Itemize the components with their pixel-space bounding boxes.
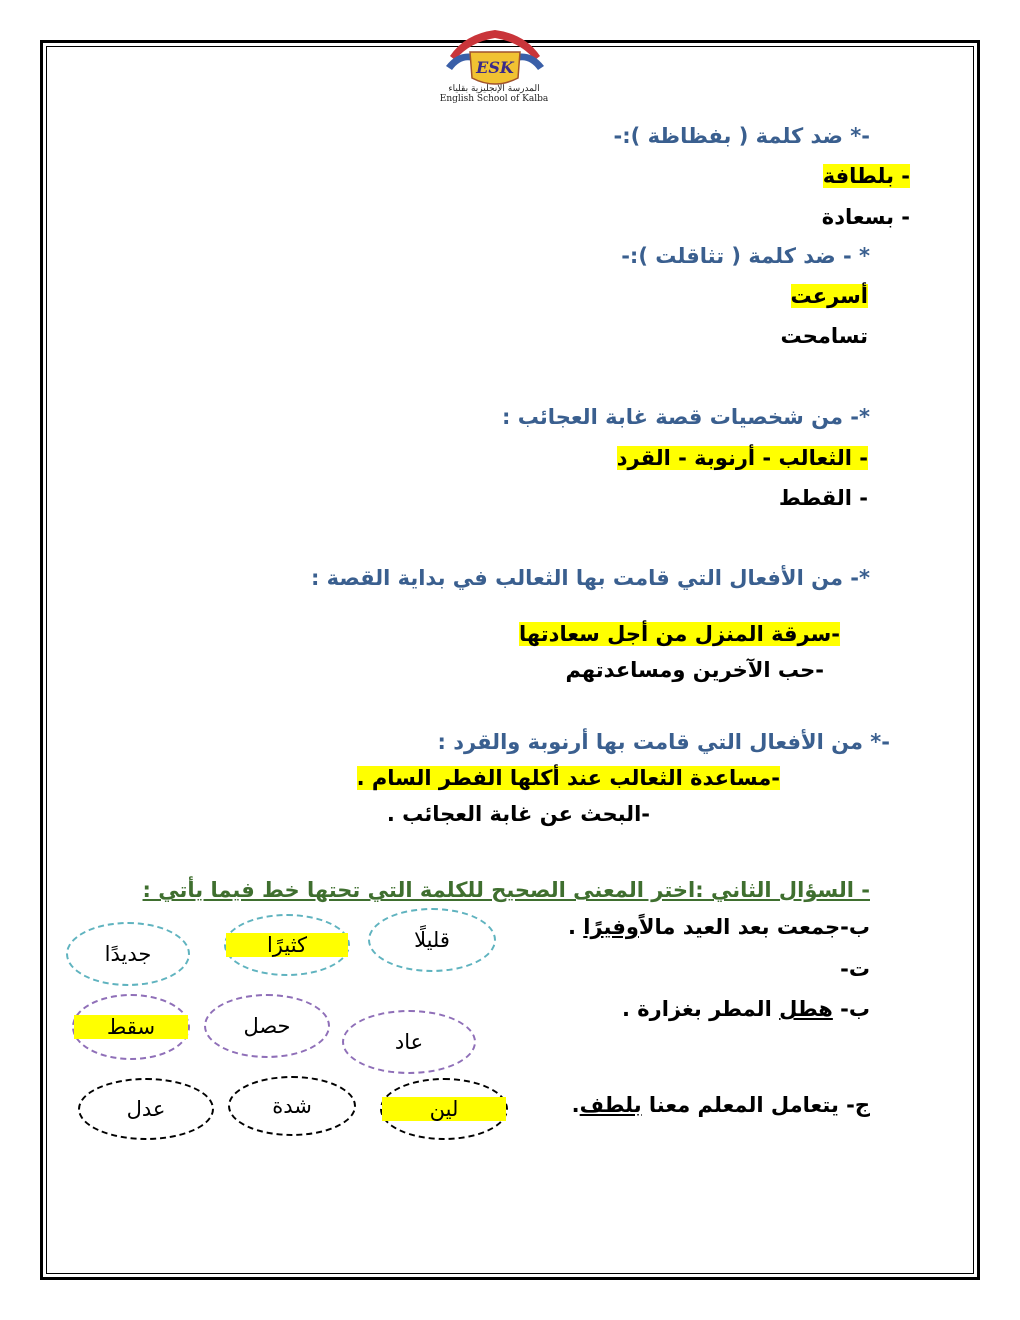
school-name-english: English School of Kalba xyxy=(439,94,549,104)
option-row1-3[interactable]: جديدًا xyxy=(66,922,190,986)
q2-answer-other: تسامحت xyxy=(780,324,868,348)
s2-question-1: ب-جمعت بعد العيد مالاًوفيرًا . xyxy=(567,915,870,939)
question-3: *- من شخصيات قصة غابة العجائب : xyxy=(501,405,870,429)
option-row1-2[interactable]: كثيرًا xyxy=(224,914,350,976)
question-1: -* ضد كلمة ( بفظاظة ):- xyxy=(613,124,870,148)
q4-answer-correct: -سرقة المنزل من أجل سعادتها xyxy=(519,622,840,646)
q5-answer-other: -البحث عن غابة العجائب . xyxy=(386,802,650,826)
option-row2-1[interactable]: عاد xyxy=(342,1010,476,1074)
q1-answer-correct: - بلطافة xyxy=(822,164,910,188)
option-row2-3[interactable]: سقط xyxy=(72,994,190,1060)
option-row3-1[interactable]: لين xyxy=(380,1078,508,1140)
q2-answer-correct: أسرعت xyxy=(790,284,868,308)
question-5: -* من الأفعال التي قامت بها أرنوبة والقرد : xyxy=(437,730,890,754)
option-row3-2[interactable]: شدة xyxy=(228,1076,356,1136)
q1-answer-other: - بسعادة xyxy=(821,205,910,229)
s2-q2-target-word: هطل xyxy=(779,997,833,1021)
s2-question-empty: ت- xyxy=(840,957,870,981)
svg-text:ESK: ESK xyxy=(476,58,514,77)
school-name-arabic: المدرسة الإنجليزية بقلياء xyxy=(448,84,540,94)
s2-question-3: ج- يتعامل المعلم معنا بلطف. xyxy=(571,1093,870,1117)
q3-answer-other: - القطط xyxy=(778,486,868,510)
s2-question-2: ب- هطل المطر بغزارة . xyxy=(622,997,870,1021)
option-row1-1[interactable]: قليلًا xyxy=(368,908,496,972)
question-2: * - ضد كلمة ( تثاقلت ):- xyxy=(621,244,870,268)
school-name xyxy=(430,84,558,104)
option-row3-3[interactable]: عدل xyxy=(78,1078,214,1140)
section-2-heading: - السؤال الثاني :اختر المعنى الصحيح للكلمة التي تحتها خط فيما يأتي : xyxy=(142,878,870,902)
option-row2-2[interactable]: حصل xyxy=(204,994,330,1058)
s2-q3-target-word: بلطف xyxy=(579,1093,642,1117)
q5-answer-correct: -مساعدة الثعالب عند أكلها الفطر السام . xyxy=(356,766,780,790)
s2-q1-target-word: وفيرًا xyxy=(583,915,639,939)
question-4: *- من الأفعال التي قامت بها الثعالب في بداية القصة : xyxy=(310,566,870,590)
q3-answer-correct: - الثعالب - أرنوبة - القرد xyxy=(616,446,868,470)
q4-answer-other: -حب الآخرين ومساعدتهم xyxy=(565,658,824,682)
